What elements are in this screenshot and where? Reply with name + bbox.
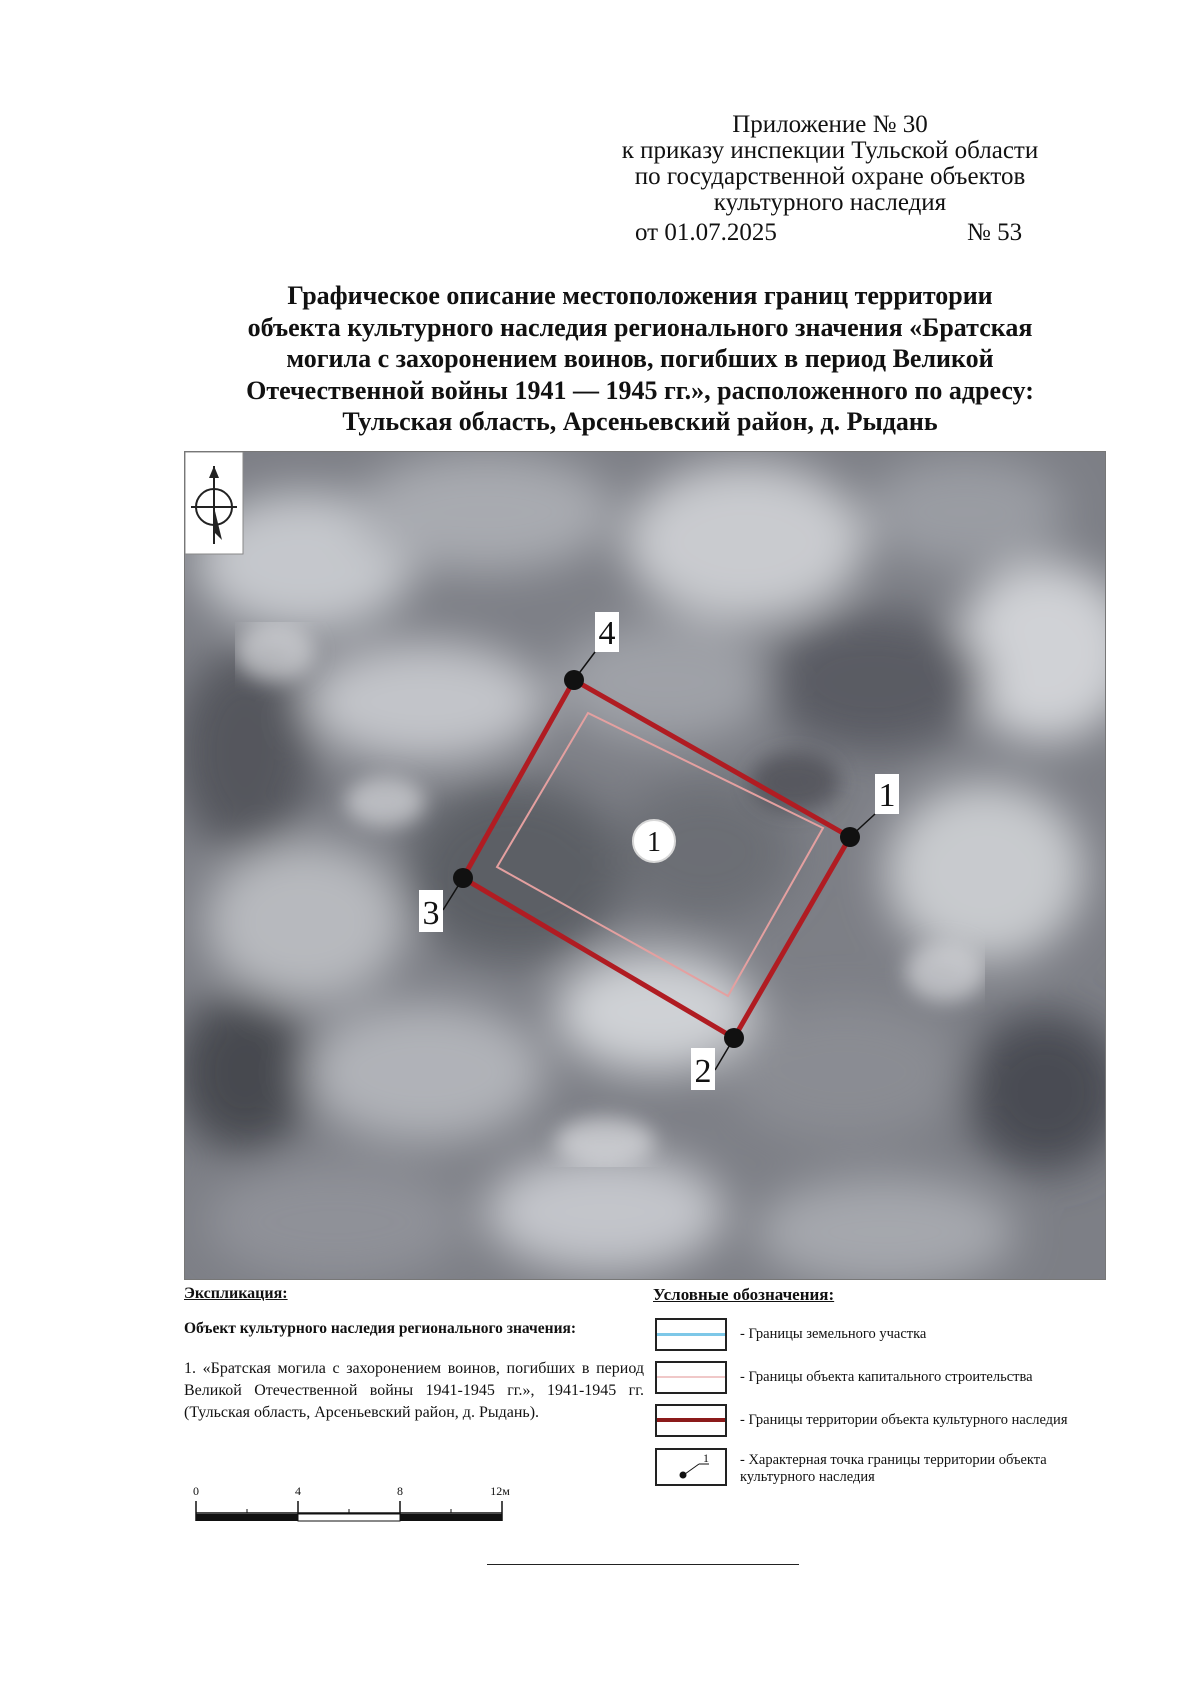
object-number: 1 — [647, 827, 661, 858]
legend-swatch-land-plot — [655, 1318, 727, 1351]
order-reference-2: по государственной охране объектов — [634, 163, 1026, 190]
object-heading: Объект культурного наследия регионального значения: — [184, 1320, 577, 1337]
title-line: Отечественной войны 1941 — 1945 гг.», расположенного по адресу: — [246, 375, 1034, 405]
title-line: Графическое описание местоположения границ территории — [287, 281, 993, 310]
legend-heading: Условные обозначения: — [653, 1285, 835, 1304]
north-arrow-icon — [185, 452, 243, 554]
point-label: 4 — [598, 615, 616, 652]
title-line: могила с захоронением воинов, погибших в период Великой — [286, 344, 994, 373]
footer-divider — [487, 1564, 799, 1565]
order-reference: к приказу инспекции Тульской области — [621, 137, 1039, 164]
legend-label-building: - Границы объекта капитального строительства — [740, 1369, 1033, 1385]
legend-label-heritage: - Границы территории объекта культурного наследия — [740, 1412, 1068, 1428]
appendix-header — [560, 112, 1100, 216]
point-label: 2 — [694, 1053, 712, 1090]
object-marker — [633, 820, 675, 862]
order-reference-3: культурного наследия — [713, 189, 947, 216]
object-description: 1. «Братская могила с захоронением воинов, погибших в период Великой Отечественной войны 1941-1945 гг.», 1941-1945 гг. (Тульская область, Арсеньевский район, д. Рыдань). — [184, 1360, 644, 1421]
aerial-imagery — [185, 452, 1105, 1279]
point-label: 3 — [422, 895, 440, 932]
scale-tick-label: 8 — [397, 1484, 403, 1498]
boundary-map[interactable] — [184, 451, 1106, 1280]
scale-bar — [188, 1483, 518, 1543]
document-title — [180, 280, 1100, 438]
explication-heading: Экспликация: — [184, 1285, 288, 1302]
appendix-number: Приложение № 30 — [732, 111, 928, 138]
scale-tick-label: 12м — [490, 1484, 510, 1498]
map-svg — [185, 452, 1105, 1279]
legend-point-sample: 1 — [703, 1451, 709, 1465]
scale-tick-label: 4 — [295, 1484, 301, 1498]
title-line: объекта культурного наследия регионального значения «Братская — [247, 312, 1033, 342]
legend-label-point: - Характерная точка границы территории объекта культурного наследия — [740, 1452, 1047, 1485]
scale-tick-label: 0 — [193, 1484, 199, 1498]
order-date: от 01.07.2025 — [635, 219, 777, 246]
legend-label-land-plot: - Границы земельного участка — [740, 1326, 927, 1342]
legend-swatch-building — [655, 1361, 727, 1394]
legend-swatch-point — [655, 1448, 727, 1486]
title-line: Тульская область, Арсеньевский район, д. Рыдань — [342, 407, 938, 436]
order-number: № 53 — [967, 219, 1023, 246]
point-label: 1 — [878, 777, 896, 814]
legend-swatch-heritage — [655, 1404, 727, 1437]
